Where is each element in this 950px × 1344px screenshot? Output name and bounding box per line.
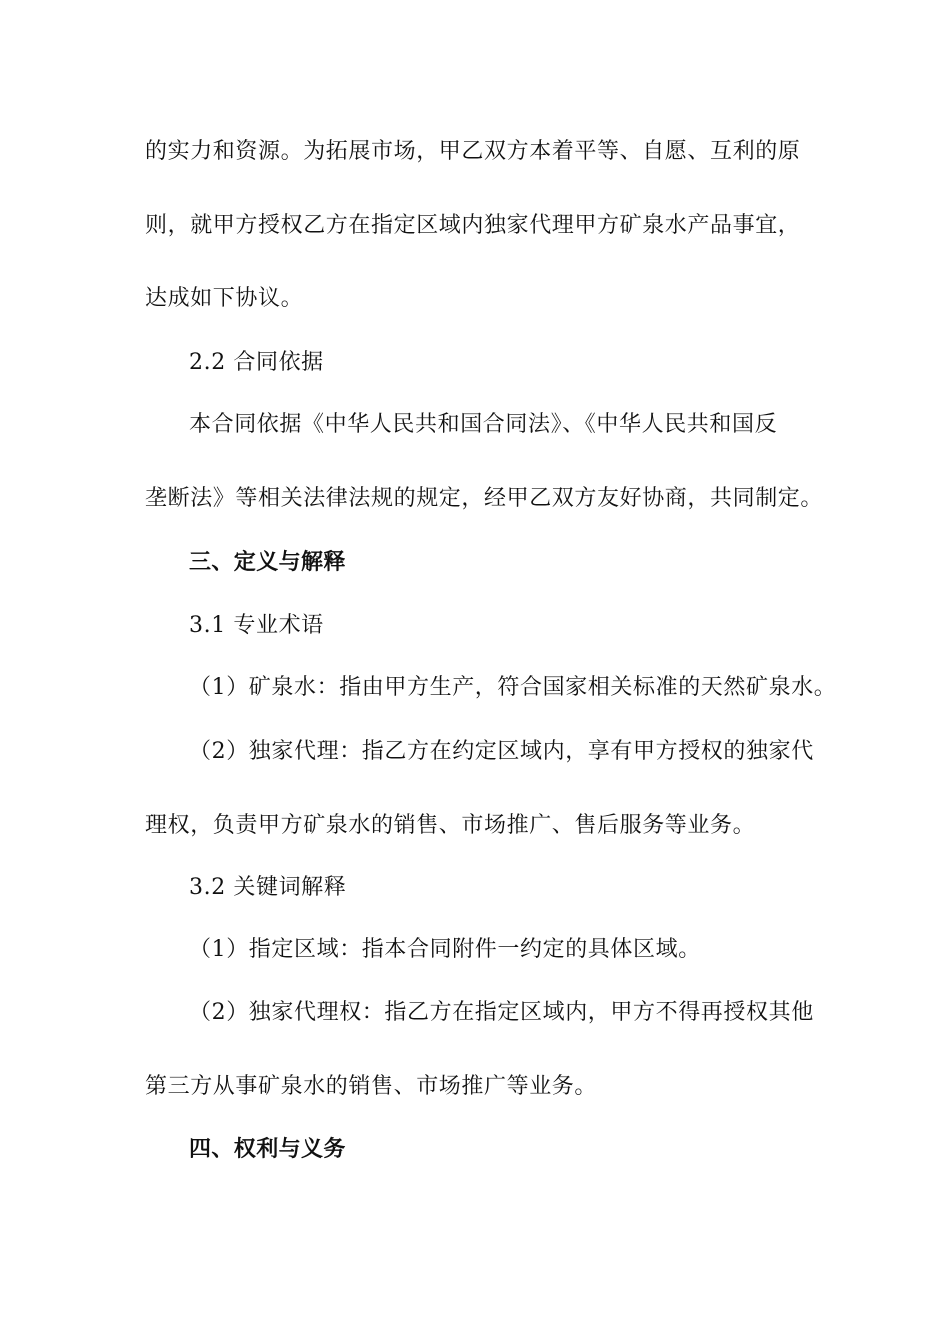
list-item-keyword-1: （1）指定区域：指本合同附件一约定的具体区域。 — [189, 937, 701, 962]
section-heading-2-2: 2.2 合同依据 — [189, 350, 324, 375]
paragraph-line-2: 则，就甲方授权乙方在指定区域内独家代理甲方矿泉水产品事宜， — [145, 213, 801, 238]
paragraph-line-1: 的实力和资源。为拓展市场，甲乙双方本着平等、自愿、互利的原 — [145, 139, 801, 164]
list-item-term-2-continued: 理权，负责甲方矿泉水的销售、市场推广、售后服务等业务。 — [145, 813, 756, 838]
list-item-keyword-2-continued: 第三方从事矿泉水的销售、市场推广等业务。 — [145, 1074, 598, 1099]
list-item-term-2: （2）独家代理：指乙方在约定区域内，享有甲方授权的独家代 — [189, 739, 814, 764]
paragraph-line-3: 达成如下协议。 — [145, 286, 304, 311]
chapter-heading-4: 四、权利与义务 — [189, 1137, 346, 1162]
section-heading-3-2: 3.2 关键词解释 — [189, 875, 347, 900]
paragraph-line-4: 本合同依据《中华人民共和国合同法》、《中华人民共和国反 — [189, 412, 778, 437]
section-heading-3-1: 3.1 专业术语 — [189, 613, 324, 638]
list-item-keyword-2: （2）独家代理权：指乙方在指定区域内，甲方不得再授权其他 — [189, 1000, 814, 1025]
chapter-heading-3: 三、定义与解释 — [189, 550, 346, 575]
paragraph-line-5: 垄断法》等相关法律法规的规定，经甲乙双方友好协商，共同制定。 — [145, 486, 824, 511]
list-item-term-1: （1）矿泉水：指由甲方生产，符合国家相关标准的天然矿泉水。 — [189, 675, 837, 700]
